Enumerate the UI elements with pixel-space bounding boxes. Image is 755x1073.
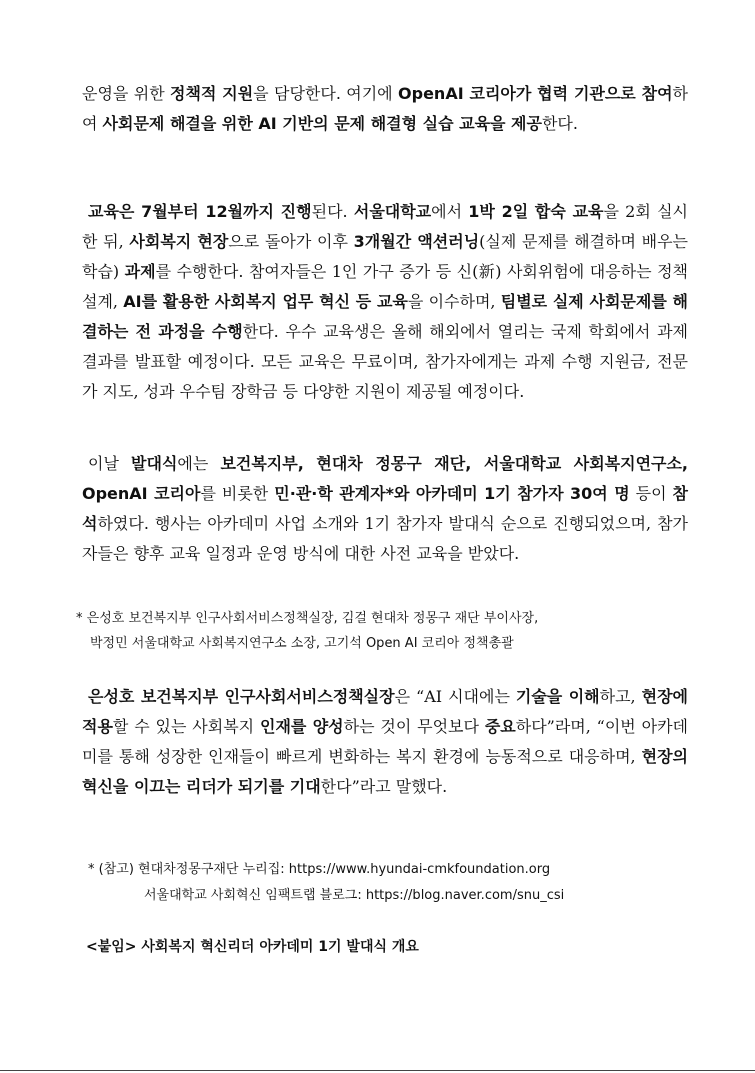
emphasis-text: 인재를 양성 xyxy=(259,717,344,736)
body-text: 을 담당한다. 여기에 xyxy=(253,84,399,103)
footnote-line-1: * 은성호 보건복지부 인구사회서비스정책실장, 김걸 현대차 정몽구 재단 부이사장, xyxy=(76,611,539,626)
body-text: 을 2회 실시한 뒤, xyxy=(82,202,688,251)
paragraph-policy-support xyxy=(82,79,688,139)
body-text: 를 수행한다. 참여자들은 1인 가구 증가 등 신(新) 사회위험에 대응하는 정책 설계, xyxy=(82,262,688,311)
body-text: 에서 xyxy=(431,202,469,221)
body-text: 운영을 위한 xyxy=(82,84,171,103)
body-text: 하다”라며, “이번 아카데미를 통해 성장한 인재들이 빠르게 변화하는 복지 환경에 능동적으로 대응하며, xyxy=(82,717,688,766)
body-text: 하는 것이 무엇보다 xyxy=(343,717,485,736)
emphasis-text: 1박 2일 합숙 교육 xyxy=(468,202,604,221)
emphasis-text: 팀별로 실제 사회문제를 해결하는 전 과정을 수행 xyxy=(82,292,688,341)
body-text: 하였다. 행사는 아카데미 사업 소개와 1기 참가자 발대식 순으로 진행되었으며, 참가자들은 향후 교육 일정과 운영 방식에 대한 사전 교육을 받았다. xyxy=(82,514,688,563)
body-text: 으로 돌아가 이후 xyxy=(228,232,354,251)
paragraph-director-quote xyxy=(82,682,688,802)
body-text: 하고, xyxy=(599,687,642,706)
body-text: 등이 xyxy=(629,484,673,503)
emphasis-text: 보건복지부, 현대차 정몽구 재단, 서울대학교 사회복지연구소, OpenAI 코리아 xyxy=(82,454,689,503)
body-text: 한다”라고 말했다. xyxy=(320,777,448,796)
footnote-line-2: 박정민 서울대학교 사회복지연구소 소장, 고기석 Open AI 코리아 정책총괄 xyxy=(90,636,514,651)
emphasis-text: 서울대학교 xyxy=(353,202,432,221)
emphasis-text: 기술을 이해 xyxy=(515,687,600,706)
emphasis-text: 과제 xyxy=(124,262,156,281)
attachment-title: <붙임> 사회복지 혁신리더 아카데미 1기 발대식 개요 xyxy=(86,939,419,955)
reference-line-2: 서울대학교 사회혁신 임팩트랩 블로그: https://blog.naver.com/snu_csi xyxy=(144,888,565,903)
emphasis-text: 은성호 보건복지부 인구사회서비스정책실장 xyxy=(88,687,395,706)
paragraph-education-schedule xyxy=(82,197,688,407)
emphasis-text: 현장의 혁신을 이끄는 리더가 되기를 기대 xyxy=(82,747,688,796)
emphasis-text: 정책적 지원 xyxy=(170,84,254,103)
bottom-divider xyxy=(0,1070,755,1071)
emphasis-text: 교육은 7월부터 12월까지 진행 xyxy=(88,202,312,221)
emphasis-text: OpenAI 코리아가 협력 기관으로 참여 xyxy=(398,84,673,103)
body-text: (실제 문제를 해결하며 배우는 학습) xyxy=(82,232,688,281)
body-text: 할 수 있는 사회복지 xyxy=(112,717,260,736)
emphasis-text: 사회문제 해결을 위한 AI 기반의 문제 해결형 실습 교육을 제공 xyxy=(102,114,542,133)
body-text: 한다. 우수 교육생은 올해 해외에서 열리는 국제 학회에서 과제 결과를 발표할 예정이다. 모든 교육은 무료이며, 참가자에게는 과제 수행 지원금, 전문가 지도, 성과 우수팀 장학금 등 다양한 지원이 제공될 예정이다. xyxy=(82,322,688,401)
emphasis-text: 민·관·학 관계자*와 아카데미 1기 참가자 30여 명 xyxy=(274,484,630,503)
emphasis-text: 참석 xyxy=(82,484,688,533)
body-text: 된다. xyxy=(311,202,354,221)
emphasis-text: AI를 활용한 사회복지 업무 혁신 등 교육 xyxy=(123,292,408,311)
paragraph-launch-ceremony xyxy=(82,449,688,569)
emphasis-text: 중요 xyxy=(484,717,516,736)
body-text: 를 비롯한 xyxy=(200,484,275,503)
reference-links xyxy=(88,857,688,909)
emphasis-text: 발대식 xyxy=(131,454,178,473)
body-text: 은 “AI 시대에는 xyxy=(394,687,516,706)
body-text: 에는 xyxy=(177,454,221,473)
emphasis-text: 3개월간 액션러닝 xyxy=(353,232,480,251)
footnote-attendees xyxy=(76,606,696,656)
body-text: 한다. xyxy=(541,114,578,133)
body-text: 하여 xyxy=(82,84,689,133)
body-text: 이날 xyxy=(88,454,132,473)
reference-line-1: * (참고) 현대차정몽구재단 누리집: https://www.hyundai-cmkfoundation.org xyxy=(88,862,551,877)
emphasis-text: 사회복지 현장 xyxy=(129,232,229,251)
emphasis-text: 현장에 적용 xyxy=(82,687,688,736)
body-text: 을 이수하며, xyxy=(407,292,501,311)
